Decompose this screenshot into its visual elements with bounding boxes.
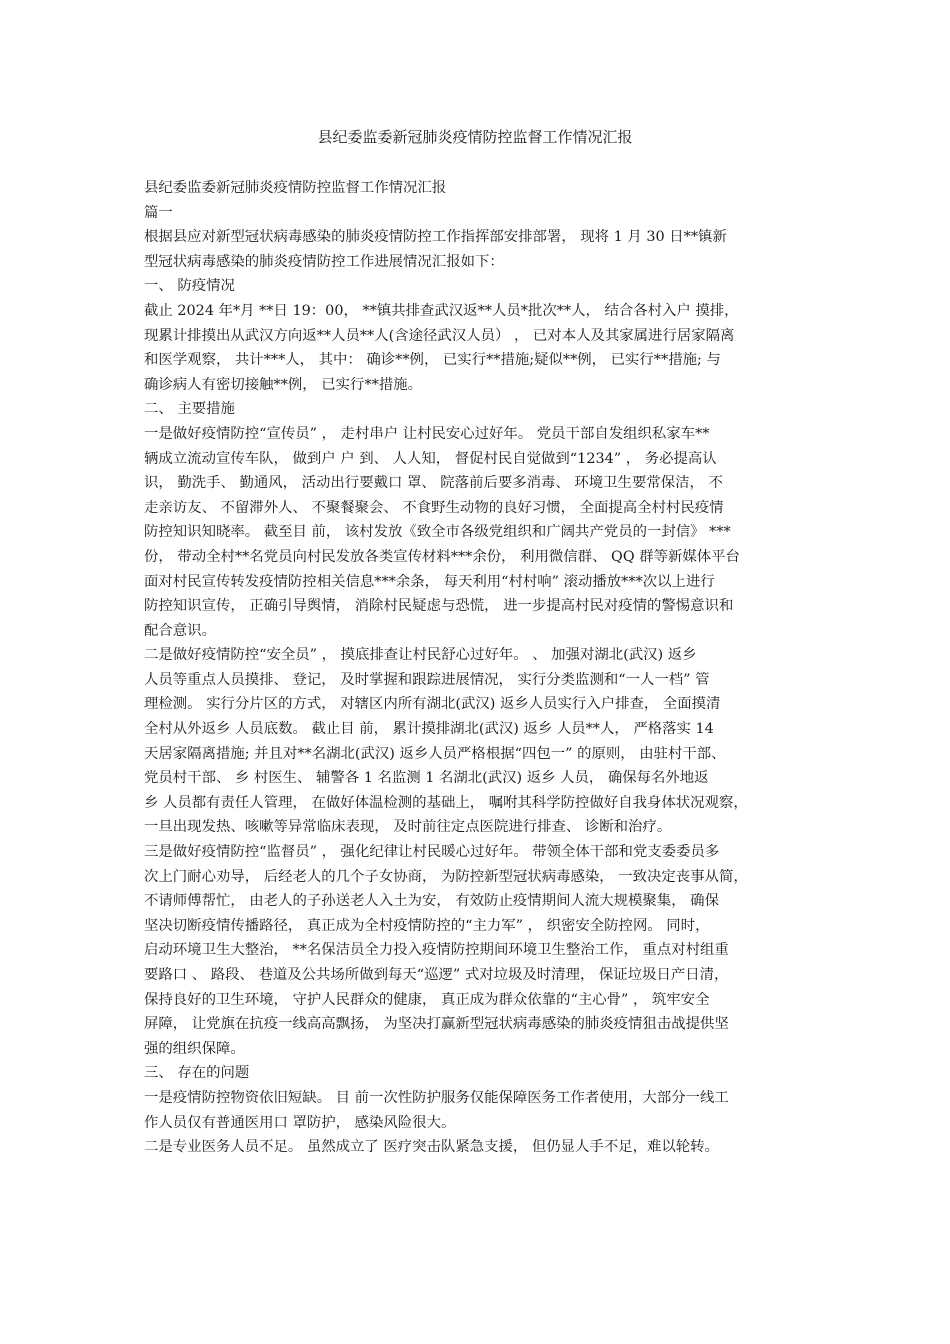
text-line: 确诊病人有密切接触**例， 已实行**措施。 [144, 376, 422, 393]
text-line: 现累计排摸出从武汉方向返**人员**人(含途径武汉人员） ， 已对本人及其家属进行居家隔离 [144, 327, 735, 344]
text-line: 和医学观察， 共计***人， 其中： 确诊**例， 已实行**措施;疑似**例， 已实行**措施; 与 [144, 352, 721, 369]
text-line: 防控知识知晓率。 截至目 前， 该村发放《致全市各级党组织和广阔共产党员的一封信》 *** [144, 524, 731, 541]
text-line: 走亲访友、 不留滞外人、 不聚餐聚会、 不食野生动物的良好习惯， 全面提高全村村民疫情 [144, 499, 724, 516]
text-line: 一、 防疫情况 [144, 278, 235, 295]
text-line: 配合意识。 [144, 622, 216, 639]
text-line: 份， 带动全村**名党员向村民发放各类宣传材料***余份， 利用微信群、 QQ 群等新媒体平台 [144, 548, 740, 565]
text-line: 保持良好的卫生环境， 守护人民群众的健康， 真正成为群众依靠的“主心骨” ， 筑牢安全 [144, 991, 710, 1008]
text-line: 理检测。 实行分片区的方式， 对辖区内所有湖北(武汉) 返乡人员实行入户排查， 全面摸清 [144, 696, 721, 713]
text-line: 人员等重点人员摸排、 登记， 及时掌握和跟踪进展情况， 实行分类监测和“一人一档” 管 [144, 671, 710, 688]
text-line: 防控知识宣传， 正确引导舆情， 消除村民疑虑与恐慌， 进一步提高村民对疫情的警惕意识和 [144, 598, 734, 615]
text-line: 截止 2024 年*月 **日 19：00， **镇共排查武汉返**人员*批次**人， 结合各村入户 摸排， [144, 302, 739, 319]
text-line: 作人员仅有普通医用口 罩防护， 感染风险很大。 [144, 1114, 456, 1131]
text-line: 篇一 [144, 204, 173, 221]
text-line: 三、 存在的问题 [144, 1065, 250, 1082]
text-line: 一旦出现发热、咳嗽等异常临床表现， 及时前往定点医院进行排查、 诊断和治疗。 [144, 819, 672, 836]
text-line: 坚决切断疫情传播路径， 真正成为全村疫情防控的“主力军” ， 织密安全防控网。 同时， [144, 917, 710, 934]
text-line: 乡 人员都有责任人管理， 在做好体温检测的基础上， 嘱咐其科学防控做好自我身体状况观察， [144, 794, 748, 811]
text-line: 二、 主要措施 [144, 401, 235, 418]
text-line: 党员村干部、 乡 村医生、 辅警各 1 名监测 1 名湖北(武汉) 返乡 人员， 确保每名外地返 [144, 770, 709, 787]
text-line: 启动环境卫生大整治， **名保洁员全力投入疫情防控期间环境卫生整治工作， 重点对村组重 [144, 942, 729, 959]
text-line: 强的组织保障。 [144, 1040, 245, 1057]
text-line: 辆成立流动宣传车队， 做到户 户 到、 人人知， 督促村民自觉做到“1234” ， 务必提高认 [144, 450, 717, 467]
document-title: 县纪委监委新冠肺炎疫情防控监督工作情况汇报 [317, 128, 633, 146]
text-line: 县纪委监委新冠肺炎疫情防控监督工作情况汇报 [144, 180, 447, 196]
text-line: 识， 勤洗手、 勤通风， 活动出行要戴口 罩、 院落前后要多消毒、 环境卫生要常保洁， 不 [144, 475, 723, 492]
text-line: 天居家隔离措施; 并且对**名湖北(武汉) 返乡人员严格根据“四包一” 的原则， 由驻村干部、 [144, 745, 726, 762]
text-line: 一是疫情防控物资依旧短缺。 目 前一次性防护服务仅能保障医务工作者使用，大部分一线工 [144, 1089, 729, 1106]
text-line: 型冠状病毒感染的肺炎疫情防控工作进展情况汇报如下： [144, 253, 504, 270]
text-line: 三是做好疫情防控“监督员” ， 强化纪律让村民暖心过好年。 带领全体干部和党支委委员多 [144, 844, 720, 861]
text-line: 要路口 、 路段、 巷道及公共场所做到每天“巡逻” 式对垃圾及时清理， 保证垃圾日产日清， [144, 967, 729, 983]
text-line: 面对村民宣传转发疫情防控相关信息***余条， 每天利用“村村响” 滚动播放***次以上进行 [144, 573, 715, 590]
text-line: 屏障， 让党旗在抗疫一线高高飘扬， 为坚决打赢新型冠状病毒感染的肺炎疫情狙击战提供坚 [144, 1016, 729, 1033]
document-body [144, 176, 814, 1160]
text-line: 全村从外返乡 人员底数。 截止目 前， 累计摸排湖北(武汉) 返乡 人员**人， 严格落实 14 [144, 721, 714, 738]
text-line: 二是专业医务人员不足。 虽然成立了 医疗突击队紧急支援， 但仍显人手不足，难以轮转。 [144, 1139, 719, 1156]
text-line: 二是做好疫情防控“安全员” ， 摸底排查让村民舒心过好年。 、 加强对湖北(武汉) 返乡 [144, 647, 697, 664]
text-line: 根据县应对新型冠状病毒感染的肺炎疫情防控工作指挥部安排部署， 现将 1 月 30 日**镇新 [144, 229, 727, 246]
text-line: 次上门耐心劝导， 后经老人的几个子女协商， 为防控新型冠状病毒感染， 一致决定丧事从简， [144, 868, 748, 885]
text-line: 一是做好疫情防控“宣传员” ， 走村串户 让村民安心过好年。 党员干部自发组织私家车** [144, 425, 710, 442]
text-line: 不请师傅帮忙， 由老人的子孙送老人入土为安， 有效防止疫情期间人流大规模聚集， 确保 [144, 893, 719, 910]
